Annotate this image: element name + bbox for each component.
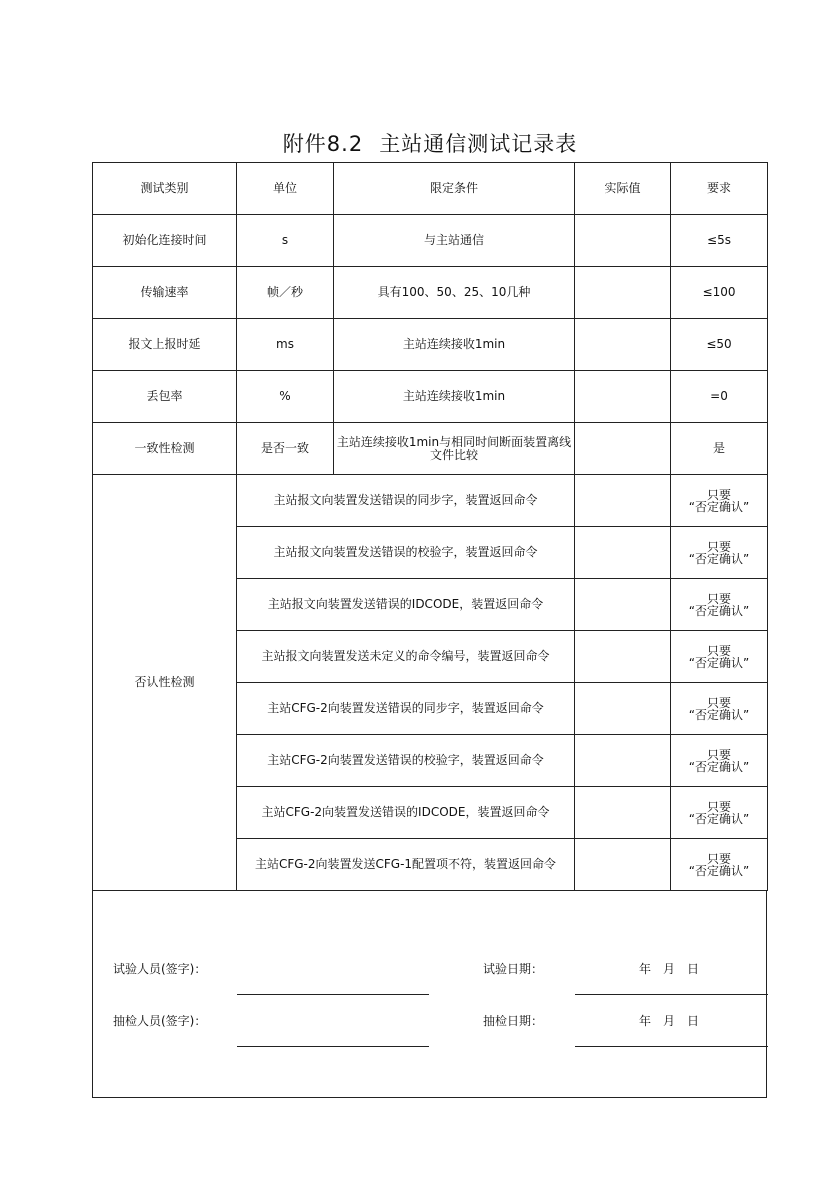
test-date-label: 试验日期： [483, 962, 544, 976]
requirement-line: “否定确认” [688, 707, 750, 722]
header-cell: 限定条件 [334, 163, 575, 215]
header-cell: 单位 [237, 163, 334, 215]
test-date-line[interactable] [575, 994, 768, 995]
requirement-line: 只要 [706, 643, 731, 658]
requirement-line: “否定确认” [688, 759, 750, 774]
requirement-cell: ≤50 [671, 319, 768, 371]
requirement-cell: 是 [671, 423, 768, 475]
requirement-line: “否定确认” [688, 499, 750, 514]
requirement-cell [671, 579, 768, 631]
requirement-line: “否定确认” [688, 551, 750, 566]
unit-cell: ms [237, 319, 334, 371]
check-date-line[interactable] [575, 1046, 768, 1047]
category-cell: 传输速率 [93, 267, 237, 319]
header-cell: 要求 [671, 163, 768, 215]
actual-value-cell[interactable] [575, 839, 671, 891]
condition-cell: 主站报文向装置发送未定义的命令编号，装置返回命令 [237, 631, 575, 683]
page-title: 附件8.2 主站通信测试记录表 [282, 132, 578, 156]
requirement-line: “否定确认” [688, 863, 750, 878]
actual-value-cell[interactable] [575, 475, 671, 527]
requirement-cell: =0 [671, 371, 768, 423]
check-date-value: 年 月 日 [639, 1014, 700, 1028]
actual-value-cell[interactable] [575, 423, 671, 475]
table-row [93, 371, 768, 423]
condition-cell: 主站连续接收1min [334, 371, 575, 423]
record-table [92, 162, 768, 891]
checker-signature-line[interactable] [237, 1046, 429, 1047]
actual-value-cell[interactable] [575, 735, 671, 787]
actual-value-cell[interactable] [575, 787, 671, 839]
condition-cell: 主站报文向装置发送错误的同步字，装置返回命令 [237, 475, 575, 527]
requirement-line: 只要 [706, 539, 731, 554]
unit-cell: % [237, 371, 334, 423]
tester-signature-line[interactable] [237, 994, 429, 995]
requirement-line: 只要 [706, 799, 731, 814]
signature-area [92, 890, 767, 1098]
requirement-cell [671, 475, 768, 527]
unit-cell: 帧／秒 [237, 267, 334, 319]
category-cell: 丢包率 [93, 371, 237, 423]
table-row [93, 319, 768, 371]
requirement-cell: ≤5s [671, 215, 768, 267]
requirement-cell [671, 839, 768, 891]
condition-cell: 主站CFG-2向装置发送错误的IDCODE，装置返回命令 [237, 787, 575, 839]
actual-value-cell[interactable] [575, 527, 671, 579]
requirement-line: 只要 [706, 695, 731, 710]
requirement-line: “否定确认” [688, 603, 750, 618]
unit-cell: s [237, 215, 334, 267]
category-cell: 报文上报时延 [93, 319, 237, 371]
check-date-label: 抽检日期： [483, 1014, 544, 1028]
category-cell: 一致性检测 [93, 423, 237, 475]
tester-label: 试验人员(签字)： [113, 962, 207, 976]
table-row [93, 475, 768, 527]
header-cell: 测试类别 [93, 163, 237, 215]
requirement-line: 只要 [706, 747, 731, 762]
category-cell: 否认性检测 [93, 475, 237, 891]
requirement-line: “否定确认” [688, 811, 750, 826]
actual-value-cell[interactable] [575, 215, 671, 267]
header-row [93, 163, 768, 215]
actual-value-cell[interactable] [575, 371, 671, 423]
table-row [93, 423, 768, 475]
unit-cell: 是否一致 [237, 423, 334, 475]
condition-cell: 与主站通信 [334, 215, 575, 267]
requirement-cell [671, 735, 768, 787]
requirement-line: 只要 [706, 591, 731, 606]
checker-label: 抽检人员(签字)： [113, 1014, 207, 1028]
condition-cell: 主站CFG-2向装置发送错误的校验字，装置返回命令 [237, 735, 575, 787]
table-row [93, 267, 768, 319]
actual-value-cell[interactable] [575, 579, 671, 631]
condition-cell: 具有100、50、25、10几种 [334, 267, 575, 319]
condition-cell: 主站连续接收1min [334, 319, 575, 371]
requirement-cell: ≤100 [671, 267, 768, 319]
requirement-cell [671, 787, 768, 839]
requirement-cell [671, 631, 768, 683]
requirement-cell [671, 527, 768, 579]
actual-value-cell[interactable] [575, 267, 671, 319]
requirement-line: “否定确认” [688, 655, 750, 670]
condition-cell: 主站报文向装置发送错误的校验字，装置返回命令 [237, 527, 575, 579]
header-cell: 实际值 [575, 163, 671, 215]
condition-cell: 主站CFG-2向装置发送错误的同步字，装置返回命令 [237, 683, 575, 735]
category-cell: 初始化连接时间 [93, 215, 237, 267]
condition-cell: 主站CFG-2向装置发送CFG-1配置项不符，装置返回命令 [237, 839, 575, 891]
actual-value-cell[interactable] [575, 319, 671, 371]
requirement-line: 只要 [706, 487, 731, 502]
table-row [93, 215, 768, 267]
condition-cell: 主站连续接收1min与相同时间断面装置离线文件比较 [334, 423, 575, 475]
actual-value-cell[interactable] [575, 631, 671, 683]
condition-cell: 主站报文向装置发送错误的IDCODE，装置返回命令 [237, 579, 575, 631]
requirement-cell [671, 683, 768, 735]
requirement-line: 只要 [706, 851, 731, 866]
actual-value-cell[interactable] [575, 683, 671, 735]
test-date-value: 年 月 日 [639, 962, 700, 976]
